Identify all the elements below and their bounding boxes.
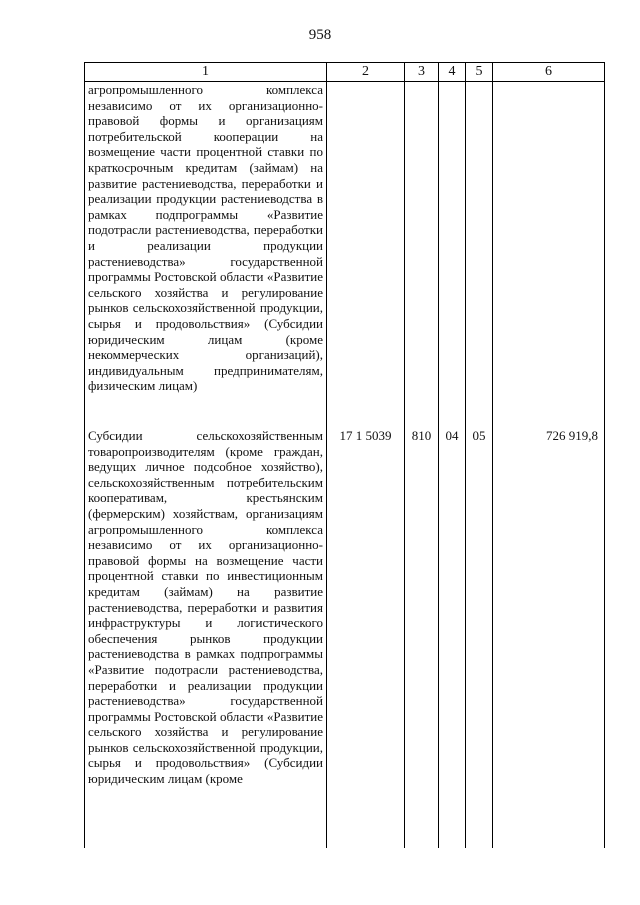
column-header-3: 3 [405,63,439,82]
column-header-1: 1 [85,63,327,82]
row-amount [493,82,605,427]
column-header-2: 2 [327,63,405,82]
table-row [85,82,605,427]
row-section [439,82,466,427]
row-description: Субсидии сельскохозяйственным товаропроизводителям (кроме граждан, ведущих личное подсобное хозяйство), сельскохозяйственным потребительским кооперативам, крестьянским (фермерским) хозяйствам, организациям агропромышленного комплекса независимо от их организационно-правовой формы на возмещение части процентной ставки по инвестиционным кредитам (займам) на развитие растениеводства, переработки и развития инфраструктуры и логистического обеспечения рынков продукции растениеводства в рамках подпрограммы «Развитие подотрасли растениеводства, переработки и реализации продукции растениеводства» государственной программы Ростовской области «Развитие сельского хозяйства и регулирование рынков сельскохозяйственной продукции, сырья и продовольствия» (Субсидии юридическим лицам (кроме [85,426,327,848]
table-header-row [85,63,605,82]
budget-table [84,62,605,848]
column-header-6: 6 [493,63,605,82]
table-row [85,426,605,848]
row-target-code: 17 1 5039 [327,426,405,848]
row-expense-type [405,82,439,427]
row-section: 04 [439,426,466,848]
row-description: агропромышленного комплекса независимо от их организационно-правовой формы и организациям потребительской кооперации на возмещение части процентной ставки по краткосрочным кредитам (займам) на развитие растениеводства, переработки и реализации продукции растениеводства в рамках подпрограммы «Развитие подотрасли растениеводства, переработки и реализации продукции растениеводства» государственной программы Ростовской области «Развитие сельского хозяйства и регулирование рынков сельскохозяйственной продукции, сырья и продовольствия» (Субсидии юридическим лицам (кроме некоммерческих организаций), индивидуальным предпринимателям, физическим лицам) [85,82,327,427]
row-subsection [466,82,493,427]
row-target-code [327,82,405,427]
row-amount: 726 919,8 [493,426,605,848]
column-header-5: 5 [466,63,493,82]
column-header-4: 4 [439,63,466,82]
page-number: 958 [308,27,332,43]
row-subsection: 05 [466,426,493,848]
row-expense-type: 810 [405,426,439,848]
